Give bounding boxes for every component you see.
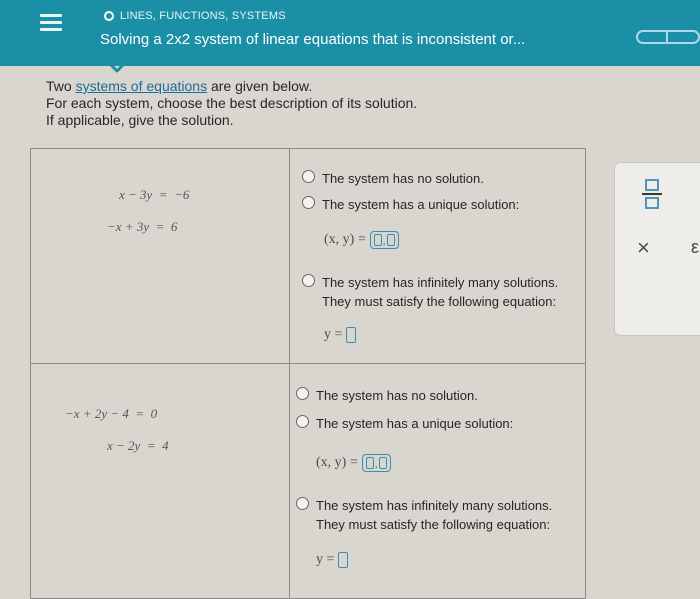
menu-icon[interactable] xyxy=(40,14,62,32)
system-1-option-no-solution[interactable] xyxy=(302,169,484,188)
system-2-eq-2: x − 2y = 4 xyxy=(107,438,169,453)
system-1-eq-2: −x + 3y = 6 xyxy=(107,219,178,234)
system-1-choices xyxy=(290,149,586,364)
system-2-option-unique[interactable] xyxy=(296,414,513,433)
formula-label: y = xyxy=(324,327,343,342)
topic-circle-icon xyxy=(104,11,114,21)
system-1-equations xyxy=(31,149,290,364)
intro-line-2: For each system, choose the best description of its solution. xyxy=(46,95,418,111)
system-2-choices xyxy=(290,364,586,599)
equation-input[interactable] xyxy=(346,327,356,343)
system-1-unique-answer xyxy=(324,231,399,249)
question-area xyxy=(0,66,700,599)
radio-button[interactable] xyxy=(302,196,315,209)
radio-button[interactable] xyxy=(296,415,309,428)
radio-button[interactable] xyxy=(296,497,309,510)
y-input[interactable] xyxy=(387,234,395,246)
header-bar xyxy=(0,0,700,66)
page-title: Solving a 2x2 system of linear equations that is inconsistent or... xyxy=(100,31,526,48)
intro-line-3: If applicable, give the solution. xyxy=(46,112,234,128)
progress-indicator xyxy=(636,30,700,44)
option-label xyxy=(316,496,552,534)
system-1-option-infinite[interactable] xyxy=(302,273,558,311)
instructions xyxy=(46,78,417,129)
formula-label: y = xyxy=(316,552,335,567)
fraction-icon[interactable] xyxy=(641,179,663,209)
topic-label xyxy=(104,10,286,22)
system-1-eq-1: x − 3y = −6 xyxy=(119,187,190,202)
cut-off-symbol[interactable]: ε xyxy=(691,237,700,257)
option-label-line-1: The system has infinitely many solutions. xyxy=(322,275,559,290)
system-2-eq-1: −x + 2y − 4 = 0 xyxy=(65,406,158,421)
intro-prefix: Two xyxy=(46,78,76,94)
intro-suffix: are given below. xyxy=(207,78,313,94)
system-2-unique-answer xyxy=(316,454,391,472)
formula-label: (x, y) = xyxy=(324,232,366,247)
system-2-option-infinite[interactable] xyxy=(296,496,552,534)
systems-link[interactable]: systems of equations xyxy=(75,78,208,94)
radio-button[interactable] xyxy=(302,274,315,287)
system-2-option-no-solution[interactable] xyxy=(296,386,478,405)
close-icon[interactable]: × xyxy=(637,235,650,260)
tool-panel xyxy=(614,162,700,336)
system-row xyxy=(31,149,586,364)
system-row xyxy=(31,364,586,599)
coordinate-input-pair[interactable]: , xyxy=(362,454,391,472)
system-2-infinite-answer xyxy=(316,552,348,568)
system-1-option-unique[interactable] xyxy=(302,195,519,214)
x-input[interactable] xyxy=(374,234,382,246)
system-1-infinite-answer xyxy=(324,327,356,343)
system-2-equations xyxy=(31,364,290,599)
option-label-line-1: The system has infinitely many solutions. xyxy=(316,498,553,513)
option-label: The system has a unique solution: xyxy=(322,197,520,212)
systems-table xyxy=(30,148,586,599)
option-label: The system has no solution. xyxy=(316,388,478,403)
option-label: The system has a unique solution: xyxy=(316,416,514,431)
topic-text: LINES, FUNCTIONS, SYSTEMS xyxy=(120,10,286,22)
x-input[interactable] xyxy=(366,457,374,469)
formula-label: (x, y) = xyxy=(316,455,358,470)
equation-input[interactable] xyxy=(338,552,348,568)
y-input[interactable] xyxy=(379,457,387,469)
option-label-line-2: They must satisfy the following equation: xyxy=(322,294,557,309)
option-label xyxy=(322,273,558,311)
option-label-line-2: They must satisfy the following equation: xyxy=(316,517,551,532)
radio-button[interactable] xyxy=(302,170,315,183)
coordinate-input-pair[interactable]: , xyxy=(370,231,399,249)
option-label: The system has no solution. xyxy=(322,171,484,186)
radio-button[interactable] xyxy=(296,387,309,400)
